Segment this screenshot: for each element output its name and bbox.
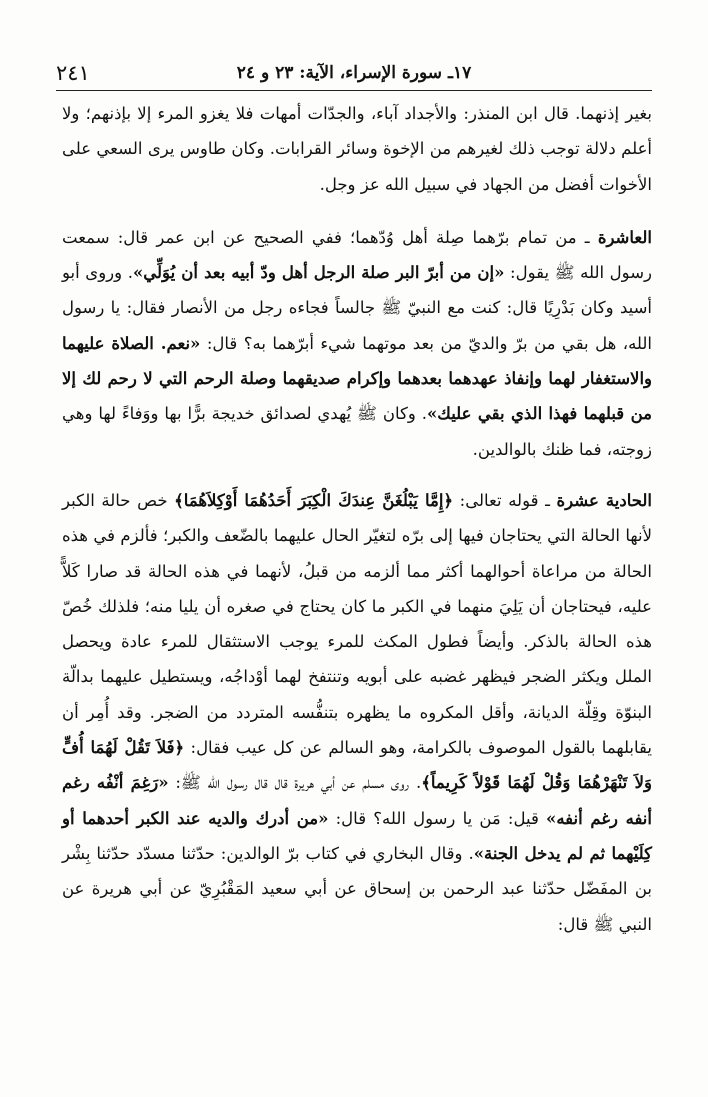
- paragraph-1: [62, 96, 652, 202]
- quran-verse: ﴿فَلاَ تَقُلْ لَهُمَا أُفٍّ وَلاَ تَنْهَرْهُمَا وَقُلْ لَهُمَا قَوْلاً كَرِيماً﴾: [62, 738, 652, 793]
- paragraph-3: [62, 483, 652, 942]
- hadith-quote: «من أدرك والديه عند الكبر أحدهما أو كِلَيْهما ثم لم يدخل الجنة»: [62, 808, 652, 863]
- section-heading-tenth: العاشرة: [597, 227, 652, 247]
- paragraph-text: ـ قوله تعالى:: [453, 490, 557, 510]
- paragraph-text: . روى مسلم عن أبي هريرة قال قال رسول الله ﷺ:: [168, 773, 422, 793]
- paragraph-text: قيل: مَن يا رسول الله؟ قال:: [328, 808, 547, 828]
- paragraph-text: . وروى أبو أسيد وكان بَدْرِيًا قال: كنت مع النبيّ ﷺ جالساً فجاءه رجل من الأنصار فقال: يا رسول الله، هل بقي من برّ والديّ من بعد موتهما شيء أبرّهما به؟ قال:: [62, 263, 652, 353]
- paragraph-gap: [62, 202, 652, 220]
- paragraph-2: [62, 220, 652, 467]
- paragraph-text: . وكان ﷺ يُهدي لصدائق خديجة برًّا بها ووَفاءً لها وهي زوجته، فما ظنك بالوالدين.: [62, 404, 652, 459]
- paragraph-text: ـ من تمام برّهما صِلة أهل وُدّهما؛ ففي الصحيح عن ابن عمر قال: سمعت رسول الله ﷺ يقول:: [62, 227, 652, 283]
- header-rule: [56, 90, 652, 91]
- quran-verse: ﴿إِمَّا يَبْلُغَنَّ عِندَكَ الْكِبَرَ أَحَدُهُمَا أَوْكِلاَهُمَا﴾: [174, 490, 454, 510]
- hadith-quote: «نعم. الصلاة عليهما والاستغفار لهما وإنفاذ عهدهما بعدهما وإكرام صديقهما وصلة الرحم التي لا رحم لك إلا من قبلهما فهذا الذي بقي عليك»: [62, 333, 652, 424]
- page-header: [56, 58, 652, 88]
- hadith-quote: «رَغِمَ أنْفُه رغم أنفه رغم أنفه»: [62, 773, 652, 828]
- paragraph-text: . وقال البخاري في كتاب برّ الوالدين: حدّثنا مسدّد حدّثنا بِشْر بن المفَضّل حدّثنا عبد الرحمن بن إسحاق عن أبي سعيد المَقْبُرِيّ عن أبي هريرة عن النبي ﷺ قال:: [62, 843, 652, 934]
- paragraph-gap: [62, 467, 652, 483]
- paragraph-text: بغير إذنهما. قال ابن المنذر: والأجداد آباء، والجدّات أمهات فلا يغزو المرء إلا بإذنهم؛ ولا أعلم دلالة توجب ذلك لغيرهم من الإخوة وسائر القرابات. وكان طاوس يرى السعي على الأخوات أفضل من الجهاد في سبيل الله عز وجل.: [62, 104, 652, 194]
- page-number: ٢٤١: [56, 61, 90, 85]
- running-title: ١٧ـ سورة الإسراء، الآية: ٢٣ و ٢٤: [236, 63, 472, 83]
- section-heading-eleventh: الحادية عشرة: [556, 490, 653, 510]
- page-body: [62, 96, 652, 942]
- hadith-quote: «إن من أبرّ البر صلة الرجل أهل ودّ أبيه بعد أن يُوَلِّي»: [132, 263, 505, 283]
- paragraph-text: خص حالة الكبر لأنها الحالة التي يحتاجان فيها إلى برّه لتغيّر الحال عليهما بالضّعف والكبر؛ فألزم في هذه الحالة من مراعاة أحوالهما أكثر مما ألزمه من قبلُ، لأنهما في هذه الحالة قد صارا كَلاًّ عليه، فيحتاجان أن يَلِيَ منهما في الكبر ما كان يحتاج في صغره أن يليا منه؛ فلذلك خُصّ هذه الحالة بالذكر. وأيضاً فطول المكث للمرء يوجب الاستثقال للمرء عادة ويحصل الملل ويكثر الضجر فيظهر غضبه على أبويه وتنتفخ لهما أوْداجُه، ويستطيل عليهما بدالّة البنوّة وقِلّة الديانة، وأقل المكروه ما يظهره بتنفُّسه المتردد من الضجر. وقد أُمِر أن يقابلهما بالقول الموصوف بالكرامة، وهو السالم عن كل عيب فقال:: [62, 490, 652, 758]
